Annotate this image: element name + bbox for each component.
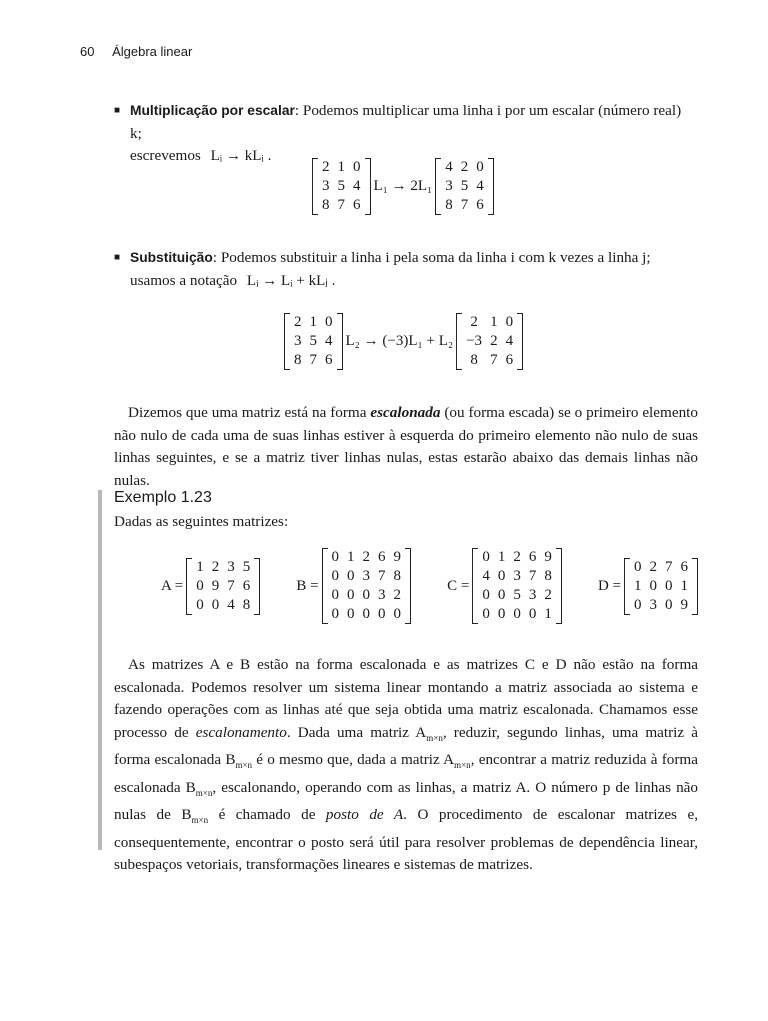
right-bracket	[405, 548, 411, 624]
matrix-row	[462, 313, 517, 332]
matrix-entry: 8	[544, 568, 552, 584]
matrix-entry: 0	[196, 596, 204, 613]
subscript: m×n	[426, 732, 443, 743]
bullet-term: Substituição	[130, 250, 213, 265]
subscript: m×n	[454, 760, 471, 771]
bullet-text-line2: escrevemos	[130, 147, 201, 164]
bullet-square-icon: ■	[114, 105, 121, 116]
matrix-row	[328, 605, 406, 624]
matrix-entry: 2	[362, 549, 371, 565]
matrix-entry: 1	[347, 549, 355, 565]
matrix-entry: 8	[393, 568, 402, 584]
matrix-entry: 9	[680, 596, 688, 613]
matrix-entries	[462, 313, 517, 370]
matrix-entry: 2	[460, 159, 469, 175]
matrix-entry: 3	[322, 178, 330, 194]
matrix-name: C =	[447, 577, 470, 594]
matrix-entries	[630, 558, 692, 615]
matrix-entry: 1	[544, 606, 552, 622]
subscript: m×n	[235, 760, 253, 771]
substitution-notation: Lᵢ → Lᵢ + kLⱼ .	[246, 272, 336, 289]
bullet-square-icon: ■	[114, 252, 121, 263]
matrix-row	[441, 158, 488, 177]
example-matrix	[322, 548, 412, 624]
right-bracket	[488, 158, 494, 215]
example-intro: Dadas as seguintes matrizes:	[114, 513, 289, 530]
matrix-entry: 0	[497, 587, 506, 603]
matrix-entry: 7	[337, 197, 345, 213]
matrix-entry: 0	[482, 587, 490, 603]
matrix-entry: 6	[505, 352, 514, 368]
example-text: , encontrar a matriz reduzida à forma escalonada B	[114, 751, 698, 796]
matrix-entry: 6	[378, 549, 386, 565]
matrix-entry: 0	[513, 606, 521, 622]
matrix-entry: 0	[196, 577, 204, 594]
matrix-entry: 4	[476, 178, 484, 194]
matrix-row	[478, 548, 556, 567]
right-bracket	[254, 558, 260, 615]
right-bracket	[692, 558, 698, 615]
matrix-entry: 0	[353, 159, 361, 175]
matrix-entry: 2	[211, 558, 220, 575]
matrix-entry: 3	[528, 587, 537, 603]
matrix-entry: 1	[309, 314, 317, 330]
matrix-row	[192, 596, 254, 615]
running-title: Álgebra linear	[112, 44, 193, 59]
matrix-entry: 2	[544, 587, 552, 603]
matrix-entry: 4	[445, 159, 453, 175]
matrix-entry: 0	[482, 549, 490, 565]
matrix-entry: 0	[497, 568, 506, 584]
matrix-entry: 0	[528, 606, 537, 622]
example-matrix	[186, 558, 260, 615]
matrix-example-1	[312, 158, 494, 215]
matrix-entry: 0	[331, 587, 340, 603]
matrix-entry: 2	[513, 549, 521, 565]
matrix-entry: 9	[211, 577, 220, 594]
example-matrix-group	[293, 548, 411, 624]
matrix-row	[328, 567, 406, 586]
matrix-entries	[192, 558, 254, 615]
matrix-entry: 3	[362, 568, 371, 584]
matrix-entry: 7	[664, 558, 673, 575]
matrix-entry: 4	[325, 333, 333, 349]
matrix-entry: 0	[476, 159, 484, 175]
matrix-entry: 5	[242, 558, 251, 575]
matrix-entry: 2	[294, 314, 302, 330]
matrix-entry: 2	[322, 159, 330, 175]
matrix-entry: 0	[649, 577, 657, 594]
matrix-entries	[318, 158, 365, 215]
matrix-entry: 5	[460, 178, 469, 194]
matrix-entry: 7	[309, 352, 317, 368]
row-operation: L₁ → 2L₁	[373, 178, 433, 194]
matrix-entry: 0	[664, 577, 673, 594]
definition-text: Dizemos que uma matriz está na forma	[128, 404, 371, 421]
bullet-text-line2: usamos a notação	[130, 271, 238, 289]
matrix-entry: 3	[513, 568, 521, 584]
matrix-entry: 0	[325, 314, 333, 330]
page-header	[80, 44, 192, 59]
matrix-entry: 0	[362, 606, 371, 622]
matrix-entry: 5	[513, 587, 521, 603]
matrix-entry: 1	[337, 159, 345, 175]
matrix-entry: 6	[476, 197, 484, 213]
matrix-entries	[328, 548, 406, 624]
example-title: Exemplo 1.23	[114, 489, 212, 506]
matrix-row	[290, 351, 337, 370]
matrix-entry: 0	[482, 606, 490, 622]
matrix-entry: 6	[528, 549, 537, 565]
matrix-row	[192, 558, 254, 577]
matrix-row	[462, 351, 517, 370]
matrix-entry: 3	[294, 333, 302, 349]
matrix-entry: 3	[227, 558, 235, 575]
matrix-entry: 8	[322, 197, 330, 213]
matrix-row	[478, 605, 556, 624]
matrix-name: A =	[161, 577, 184, 594]
matrix-entry: 4	[482, 568, 490, 584]
matrix-entry: 0	[331, 549, 340, 565]
matrix-entry: 6	[242, 577, 251, 594]
matrix-entry: 4	[353, 178, 361, 194]
matrix-entries	[478, 548, 556, 624]
matrix-row	[441, 196, 488, 215]
bullet-text: : Podemos multiplicar uma linha i por um escalar (número real) k;	[130, 102, 682, 142]
subscript: m×n	[191, 815, 209, 826]
matrix-entry: 0	[633, 558, 642, 575]
matrix-entry: 8	[470, 352, 478, 368]
matrix-name: D =	[597, 577, 621, 594]
matrix-entry: 7	[227, 577, 235, 594]
matrix-entry: 0	[331, 606, 340, 622]
matrix-entry: 7	[460, 197, 469, 213]
matrix-entry: 0	[331, 568, 340, 584]
example-matrices	[158, 548, 698, 624]
matrix-entry: 0	[505, 314, 514, 330]
matrix-entry: 0	[347, 606, 355, 622]
matrix-row	[290, 332, 337, 351]
matrix-entry: 0	[378, 606, 386, 622]
example-matrix	[624, 558, 698, 615]
matrix-entry: 0	[362, 587, 371, 603]
definition-paragraph	[114, 402, 698, 492]
matrix-row	[462, 332, 517, 351]
example-paragraph	[114, 654, 698, 877]
matrix-entry: 0	[664, 596, 673, 613]
matrix-row	[630, 596, 692, 615]
matrix-name: B =	[296, 577, 319, 594]
example-term: posto de A	[325, 806, 404, 824]
matrix-entry: 5	[337, 178, 345, 194]
bullet-text: : Podemos substituir a linha i pela soma da linha i com k vezes a linha j;	[212, 249, 651, 266]
matrix-example-2	[284, 313, 523, 370]
example-side-bar	[98, 490, 102, 850]
definition-text: (ou forma escada) se o primeiro elemento não nulo de cada uma de suas linhas estiver à esquerda do primeiro elemento não nulo de suas linhas seguintes, e se a matriz tiver linhas nulas, estas estarão abaixo das demais linhas não nulas.	[114, 404, 698, 489]
example-text: é o mesmo que, dada a matriz A	[252, 751, 455, 769]
matrix-entry: 4	[227, 596, 235, 613]
example-text: é chamado de	[208, 806, 326, 824]
matrix-entry: 1	[490, 314, 498, 330]
bullet-term: Multiplicação por escalar	[130, 103, 295, 118]
matrix-entry: 8	[445, 197, 453, 213]
matrix-entry: 3	[649, 596, 657, 613]
bullet-substitution	[114, 247, 690, 292]
matrix-entry: 8	[242, 596, 251, 613]
matrix-row	[478, 567, 556, 586]
example-text: , reduzir, segundo linhas, uma matriz à forma escalonada B	[114, 723, 698, 769]
matrix-right	[435, 158, 494, 215]
matrix-row	[318, 196, 365, 215]
matrix-row	[192, 577, 254, 596]
example-text: . Dada uma matriz A	[286, 723, 427, 741]
example-term: escalonamento	[195, 723, 287, 741]
matrix-row	[630, 577, 692, 596]
matrix-entry: 1	[633, 577, 642, 594]
example-matrix-group	[158, 558, 260, 615]
matrix-entry: 9	[544, 549, 552, 565]
matrix-entries	[290, 313, 337, 370]
row-operation: L₂ → (−3)L₁ + L₂	[345, 333, 454, 349]
matrix-entry: 0	[633, 596, 642, 613]
matrix-entry: 4	[505, 333, 514, 349]
matrix-entry: 5	[309, 333, 317, 349]
matrix-entry: 2	[393, 587, 402, 603]
matrix-entries	[441, 158, 488, 215]
matrix-row	[328, 586, 406, 605]
example-matrix-group	[444, 548, 562, 624]
example-matrix	[472, 548, 562, 624]
example-text: , escalonando, operando com as linhas, a matriz A. O número p de linhas não nulas de B	[114, 778, 698, 824]
matrix-row	[318, 177, 365, 196]
matrix-entry: 2	[649, 558, 657, 575]
matrix-left	[312, 158, 371, 215]
matrix-entry: 3	[445, 178, 453, 194]
scalar-notation: Lᵢ → kLᵢ .	[210, 148, 272, 164]
matrix-entry: 3	[378, 587, 386, 603]
definition-term: escalonada	[370, 404, 441, 421]
matrix-entry: 8	[294, 352, 302, 368]
matrix-entry: 1	[196, 558, 204, 575]
matrix-entry: 1	[497, 549, 506, 565]
matrix-row	[630, 558, 692, 577]
example-text: As matrizes A e B estão na forma escalonada e as matrizes C e D não estão na forma escalonada. Podemos resolver um sistema linear montando a matriz associada ao sistema e fazendo operações com as linhas até que seja obtida uma matriz escalonada. Chamamos esse processo de	[114, 656, 698, 741]
matrix-row	[441, 177, 488, 196]
matrix-row	[478, 586, 556, 605]
matrix-entry: 0	[393, 606, 402, 622]
matrix-row	[318, 158, 365, 177]
subscript: m×n	[195, 787, 213, 798]
matrix-entry: 7	[528, 568, 537, 584]
matrix-left	[284, 313, 343, 370]
example-matrix-group	[595, 558, 698, 615]
matrix-entry: 1	[680, 577, 688, 594]
matrix-entry: 6	[353, 197, 361, 213]
right-bracket	[517, 313, 523, 370]
matrix-entry: 6	[680, 558, 688, 575]
matrix-entry: 2	[470, 314, 478, 330]
matrix-entry: 0	[347, 568, 355, 584]
matrix-entry: −3	[466, 333, 483, 349]
matrix-right	[456, 313, 523, 370]
matrix-row	[328, 548, 406, 567]
right-bracket	[556, 548, 562, 624]
matrix-entry: 6	[325, 352, 333, 368]
matrix-entry: 0	[347, 587, 355, 603]
matrix-entry: 0	[211, 596, 220, 613]
matrix-entry: 7	[378, 568, 386, 584]
matrix-entry: 2	[490, 333, 498, 349]
matrix-entry: 0	[497, 606, 506, 622]
example-text: . O procedimento de escalonar matrizes e, consequentemente, encontrar o posto será útil para resolver problemas de dependência linear, subespaços vetoriais, transformações lineares e sistemas de matrizes.	[114, 806, 698, 874]
matrix-row	[290, 313, 337, 332]
page-number: 60	[80, 44, 95, 59]
matrix-entry: 7	[490, 352, 498, 368]
matrix-entry: 9	[393, 549, 402, 565]
